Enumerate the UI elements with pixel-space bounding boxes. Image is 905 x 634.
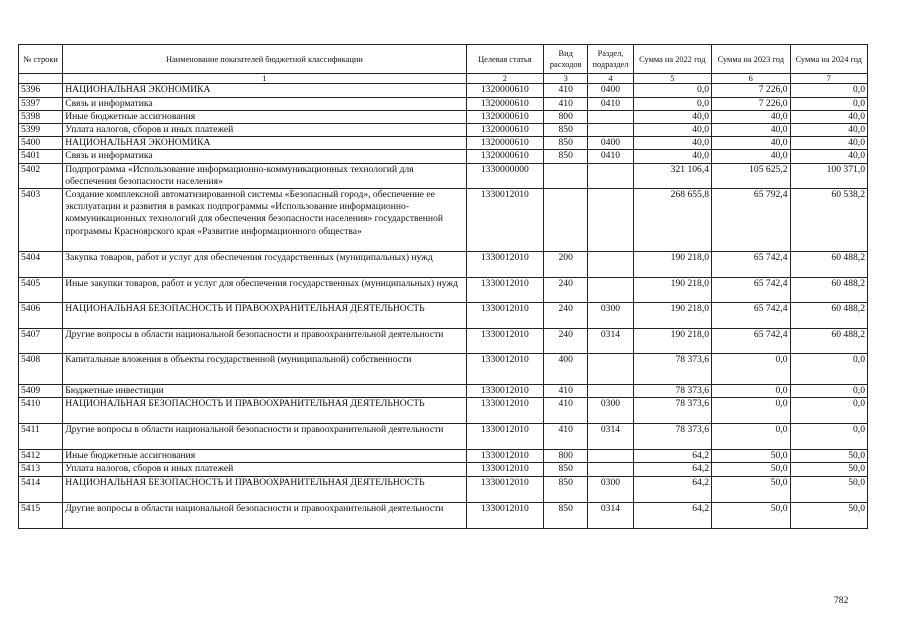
- row-sum-2023: 65 742,4: [712, 278, 790, 303]
- row-sum-2022: 0,0: [633, 84, 711, 97]
- row-section: 0314: [588, 329, 633, 354]
- page-number: 782: [834, 595, 849, 606]
- row-name: НАЦИОНАЛЬНАЯ ЭКОНОМИКА: [63, 137, 466, 150]
- row-name: Иные бюджетные ассигнования: [63, 450, 466, 463]
- row-sum-2023: 40,0: [712, 137, 790, 150]
- row-target: 1320000610: [466, 124, 543, 137]
- row-name: Другие вопросы в области национальной безопасности и правоохранительной деятельности: [63, 502, 466, 528]
- row-expense-type: [544, 163, 588, 188]
- row-sum-2024: 40,0: [790, 150, 868, 163]
- row-section: [588, 252, 633, 278]
- row-sum-2022: 64,2: [633, 463, 711, 476]
- row-target: 1330012010: [466, 278, 543, 303]
- row-target: 1330012010: [466, 398, 543, 424]
- row-sum-2024: 60 488,2: [790, 278, 868, 303]
- row-number: 5401: [19, 150, 63, 163]
- row-sum-2022: 190 218,0: [633, 278, 711, 303]
- row-sum-2024: 40,0: [790, 110, 868, 123]
- row-number: 5398: [19, 110, 63, 123]
- header-target: Целевая статья: [466, 45, 543, 74]
- row-section: 0300: [588, 398, 633, 424]
- row-target: 1330012010: [466, 476, 543, 502]
- row-expense-type: 800: [544, 450, 588, 463]
- row-section: [588, 385, 633, 398]
- row-section: 0300: [588, 476, 633, 502]
- row-name: НАЦИОНАЛЬНАЯ БЕЗОПАСНОСТЬ И ПРАВООХРАНИТЕЛЬНАЯ ДЕЯТЕЛЬНОСТЬ: [63, 476, 466, 502]
- row-expense-type: 850: [544, 502, 588, 528]
- row-sum-2023: 65 792,4: [712, 189, 790, 252]
- table-body: [19, 74, 868, 529]
- row-section: [588, 163, 633, 188]
- row-sum-2024: 0,0: [790, 424, 868, 450]
- row-target: 1320000610: [466, 110, 543, 123]
- row-section: [588, 450, 633, 463]
- table-row: [19, 110, 868, 123]
- column-number: 1: [63, 74, 466, 84]
- row-section: 0410: [588, 150, 633, 163]
- row-section: [588, 278, 633, 303]
- row-sum-2022: 40,0: [633, 124, 711, 137]
- row-sum-2023: 105 625,2: [712, 163, 790, 188]
- row-sum-2024: 40,0: [790, 124, 868, 137]
- table-row: [19, 303, 868, 329]
- table-row: [19, 502, 868, 528]
- row-expense-type: 240: [544, 303, 588, 329]
- row-number: 5408: [19, 354, 63, 385]
- column-number: 6: [712, 74, 790, 84]
- row-number: 5404: [19, 252, 63, 278]
- row-section: 0300: [588, 303, 633, 329]
- column-number: 3: [544, 74, 588, 84]
- row-expense-type: 850: [544, 137, 588, 150]
- table-row: [19, 385, 868, 398]
- row-sum-2023: 0,0: [712, 398, 790, 424]
- table-row: [19, 476, 868, 502]
- row-sum-2024: 0,0: [790, 398, 868, 424]
- row-name: Связь и информатика: [63, 150, 466, 163]
- row-target: 1330012010: [466, 450, 543, 463]
- row-name: Другие вопросы в области национальной безопасности и правоохранительной деятельности: [63, 424, 466, 450]
- table-row: [19, 137, 868, 150]
- row-name: Уплата налогов, сборов и иных платежей: [63, 463, 466, 476]
- row-expense-type: 200: [544, 252, 588, 278]
- row-number: 5403: [19, 189, 63, 252]
- row-section: 0400: [588, 84, 633, 97]
- row-sum-2023: 65 742,4: [712, 252, 790, 278]
- header-row: [19, 45, 868, 74]
- row-sum-2024: 50,0: [790, 450, 868, 463]
- row-sum-2022: 64,2: [633, 502, 711, 528]
- row-number: 5409: [19, 385, 63, 398]
- row-expense-type: 240: [544, 329, 588, 354]
- row-number: 5412: [19, 450, 63, 463]
- row-sum-2024: 0,0: [790, 84, 868, 97]
- table-row: [19, 354, 868, 385]
- row-target: 1330000000: [466, 163, 543, 188]
- table-row: [19, 450, 868, 463]
- row-sum-2022: 190 218,0: [633, 252, 711, 278]
- row-sum-2022: 268 655,8: [633, 189, 711, 252]
- column-number: 2: [466, 74, 543, 84]
- row-sum-2022: 190 218,0: [633, 329, 711, 354]
- row-target: 1330012010: [466, 354, 543, 385]
- row-expense-type: 850: [544, 124, 588, 137]
- row-section: [588, 189, 633, 252]
- row-target: 1330012010: [466, 303, 543, 329]
- column-number-row: [19, 74, 868, 84]
- row-sum-2024: 100 371,0: [790, 163, 868, 188]
- row-section: 0410: [588, 97, 633, 110]
- row-sum-2022: 0,0: [633, 97, 711, 110]
- row-sum-2024: 0,0: [790, 354, 868, 385]
- row-number: 5415: [19, 502, 63, 528]
- column-number: 5: [633, 74, 711, 84]
- row-expense-type: 410: [544, 97, 588, 110]
- table-row: [19, 150, 868, 163]
- row-sum-2024: 50,0: [790, 463, 868, 476]
- row-target: 1330012010: [466, 189, 543, 252]
- table-row: [19, 252, 868, 278]
- column-number: [19, 74, 63, 84]
- row-name: Подпрограмма «Использование информационно-коммуникационных технологий для обеспечения безопасности населения»: [63, 163, 466, 188]
- row-number: 5410: [19, 398, 63, 424]
- table-row: [19, 424, 868, 450]
- row-name: Закупка товаров, работ и услуг для обеспечения государственных (муниципальных) нужд: [63, 252, 466, 278]
- table-row: [19, 189, 868, 252]
- row-sum-2023: 50,0: [712, 502, 790, 528]
- row-sum-2024: 0,0: [790, 385, 868, 398]
- table-row: [19, 463, 868, 476]
- row-expense-type: 850: [544, 463, 588, 476]
- row-expense-type: 400: [544, 354, 588, 385]
- row-expense-type: 410: [544, 84, 588, 97]
- row-number: 5397: [19, 97, 63, 110]
- row-sum-2022: 78 373,6: [633, 354, 711, 385]
- row-sum-2022: 78 373,6: [633, 398, 711, 424]
- row-sum-2023: 0,0: [712, 385, 790, 398]
- row-sum-2022: 64,2: [633, 450, 711, 463]
- row-sum-2023: 0,0: [712, 424, 790, 450]
- row-sum-2024: 50,0: [790, 476, 868, 502]
- row-sum-2023: 7 226,0: [712, 84, 790, 97]
- row-sum-2022: 40,0: [633, 110, 711, 123]
- row-name: НАЦИОНАЛЬНАЯ БЕЗОПАСНОСТЬ И ПРАВООХРАНИТЕЛЬНАЯ ДЕЯТЕЛЬНОСТЬ: [63, 303, 466, 329]
- row-target: 1320000610: [466, 84, 543, 97]
- header-sum-2023: Сумма на 2023 год: [712, 45, 790, 74]
- row-name: Уплата налогов, сборов и иных платежей: [63, 124, 466, 137]
- row-sum-2024: 60 488,2: [790, 329, 868, 354]
- row-expense-type: 410: [544, 385, 588, 398]
- row-sum-2023: 40,0: [712, 124, 790, 137]
- row-sum-2024: 40,0: [790, 137, 868, 150]
- row-number: 5396: [19, 84, 63, 97]
- table-row: [19, 398, 868, 424]
- row-expense-type: 850: [544, 150, 588, 163]
- row-section: [588, 463, 633, 476]
- row-number: 5406: [19, 303, 63, 329]
- row-expense-type: 850: [544, 476, 588, 502]
- row-name: Иные бюджетные ассигнования: [63, 110, 466, 123]
- row-target: 1330012010: [466, 463, 543, 476]
- table-row: [19, 329, 868, 354]
- row-name: НАЦИОНАЛЬНАЯ БЕЗОПАСНОСТЬ И ПРАВООХРАНИТЕЛЬНАЯ ДЕЯТЕЛЬНОСТЬ: [63, 398, 466, 424]
- row-sum-2022: 78 373,6: [633, 424, 711, 450]
- row-sum-2022: 78 373,6: [633, 385, 711, 398]
- row-number: 5411: [19, 424, 63, 450]
- row-section: [588, 124, 633, 137]
- row-sum-2023: 40,0: [712, 110, 790, 123]
- row-name: Иные закупки товаров, работ и услуг для обеспечения государственных (муниципальных) нужд: [63, 278, 466, 303]
- row-number: 5407: [19, 329, 63, 354]
- header-sum-2024: Сумма на 2024 год: [790, 45, 868, 74]
- budget-table: [18, 44, 868, 529]
- row-sum-2023: 50,0: [712, 450, 790, 463]
- row-sum-2022: 321 106,4: [633, 163, 711, 188]
- row-target: 1330012010: [466, 385, 543, 398]
- column-number: 4: [588, 74, 633, 84]
- row-target: 1320000610: [466, 137, 543, 150]
- column-number: 7: [790, 74, 868, 84]
- header-sum-2022: Сумма на 2022 год: [633, 45, 711, 74]
- row-number: 5413: [19, 463, 63, 476]
- row-sum-2024: 50,0: [790, 502, 868, 528]
- row-name: Другие вопросы в области национальной безопасности и правоохранительной деятельности: [63, 329, 466, 354]
- row-sum-2022: 40,0: [633, 137, 711, 150]
- row-expense-type: 800: [544, 110, 588, 123]
- row-number: 5414: [19, 476, 63, 502]
- row-target: 1330012010: [466, 329, 543, 354]
- row-section: [588, 354, 633, 385]
- row-target: 1330012010: [466, 424, 543, 450]
- row-target: 1320000610: [466, 150, 543, 163]
- row-expense-type: [544, 189, 588, 252]
- table-row: [19, 163, 868, 188]
- row-number: 5400: [19, 137, 63, 150]
- header-row-no: № строки: [19, 45, 63, 74]
- header-name: Наименование показателей бюджетной классификации: [63, 45, 466, 74]
- row-sum-2023: 0,0: [712, 354, 790, 385]
- table-row: [19, 84, 868, 97]
- row-name: Бюджетные инвестиции: [63, 385, 466, 398]
- row-target: 1330012010: [466, 252, 543, 278]
- row-name: Создание комплексной автоматизированной системы «Безопасный город», обеспечение ее эксплуатации и развития в рамках подпрограммы «Использование информационно-коммуникационных технологий для обеспечения безопасности населения» государственной программы Красноярского края «Развитие информационного общества»: [63, 189, 466, 252]
- table-row: [19, 97, 868, 110]
- row-section: 0400: [588, 137, 633, 150]
- row-sum-2024: 60 538,2: [790, 189, 868, 252]
- row-sum-2022: 64,2: [633, 476, 711, 502]
- row-name: Связь и информатика: [63, 97, 466, 110]
- header-section: Раздел, подраздел: [588, 45, 633, 74]
- row-number: 5405: [19, 278, 63, 303]
- row-sum-2023: 50,0: [712, 476, 790, 502]
- header-expense-type: Вид расходов: [544, 45, 588, 74]
- row-target: 1330012010: [466, 502, 543, 528]
- row-sum-2024: 60 488,2: [790, 252, 868, 278]
- table-row: [19, 278, 868, 303]
- row-name: НАЦИОНАЛЬНАЯ ЭКОНОМИКА: [63, 84, 466, 97]
- row-expense-type: 240: [544, 278, 588, 303]
- row-sum-2022: 40,0: [633, 150, 711, 163]
- row-sum-2023: 40,0: [712, 150, 790, 163]
- table-row: [19, 124, 868, 137]
- row-sum-2024: 0,0: [790, 97, 868, 110]
- row-number: 5399: [19, 124, 63, 137]
- row-section: [588, 110, 633, 123]
- row-target: 1320000610: [466, 97, 543, 110]
- row-sum-2023: 50,0: [712, 463, 790, 476]
- row-sum-2024: 60 488,2: [790, 303, 868, 329]
- row-name: Капитальные вложения в объекты государственной (муниципальной) собственности: [63, 354, 466, 385]
- row-section: 0314: [588, 424, 633, 450]
- row-sum-2022: 190 218,0: [633, 303, 711, 329]
- row-sum-2023: 65 742,4: [712, 329, 790, 354]
- row-expense-type: 410: [544, 398, 588, 424]
- row-number: 5402: [19, 163, 63, 188]
- row-expense-type: 410: [544, 424, 588, 450]
- row-section: 0314: [588, 502, 633, 528]
- row-sum-2023: 65 742,4: [712, 303, 790, 329]
- row-sum-2023: 7 226,0: [712, 97, 790, 110]
